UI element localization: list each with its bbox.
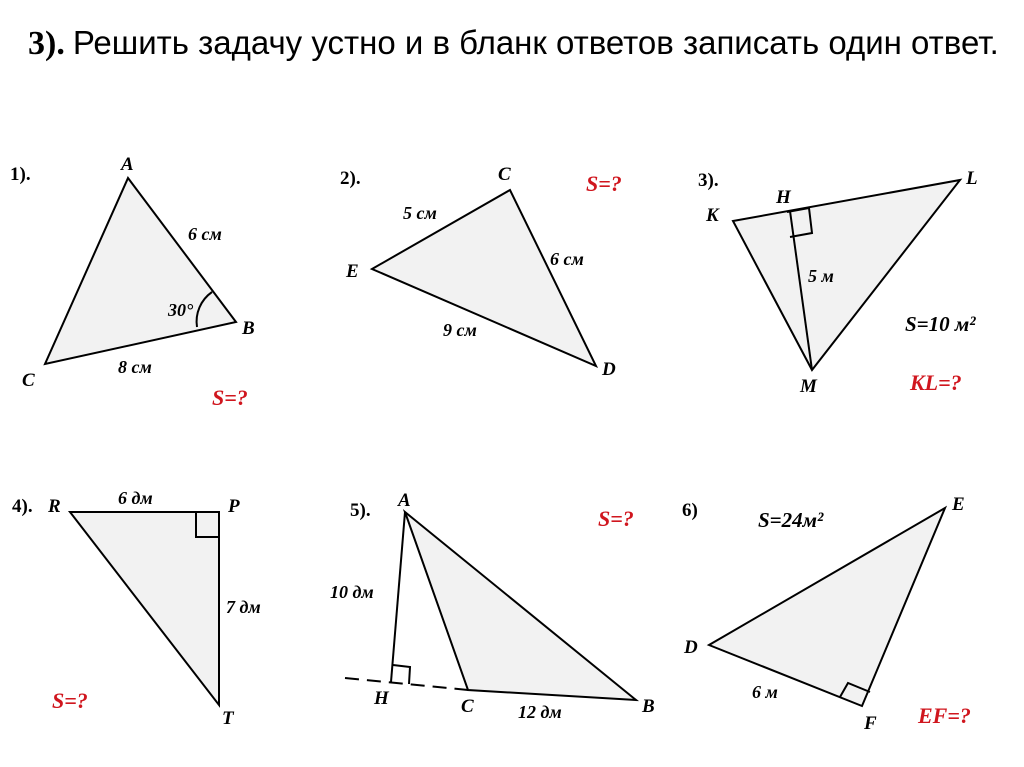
height-length: 10 дм — [330, 582, 374, 602]
side-rp-length: 6 дм — [118, 488, 153, 508]
problem-6-number: 6) — [682, 500, 698, 521]
vertex-b: B — [242, 318, 255, 339]
vertex-m: M — [800, 376, 817, 397]
vertex-c: C — [498, 164, 511, 185]
side-ab-length: 6 см — [188, 224, 222, 244]
triangle-rpt — [70, 512, 219, 705]
vertex-d: D — [684, 637, 698, 658]
problem-3-number: 3). — [698, 170, 719, 191]
vertex-k: K — [706, 205, 719, 226]
problem-5-question: S=? — [598, 506, 634, 531]
problem-6 — [682, 494, 971, 734]
side-cd-length: 6 см — [550, 249, 584, 269]
vertex-f: F — [864, 713, 877, 734]
problem-3 — [698, 168, 978, 397]
height-ah — [391, 512, 405, 682]
extension-line — [345, 678, 468, 690]
vertex-e: E — [346, 261, 359, 282]
problem-3-question: KL=? — [910, 370, 962, 395]
problem-2-question: S=? — [586, 171, 622, 196]
vertex-h: H — [776, 187, 791, 208]
triangle-abc — [45, 178, 236, 364]
right-angle-h-mark — [393, 665, 410, 684]
given-area: S=24м² — [758, 508, 824, 532]
side-df-length: 6 м — [752, 682, 778, 702]
given-area: S=10 м² — [905, 312, 976, 336]
problem-4 — [12, 488, 261, 729]
vertex-d: D — [602, 359, 616, 380]
problem-2-number: 2). — [340, 168, 361, 189]
vertex-e: E — [952, 494, 965, 515]
problem-6-question: EF=? — [918, 703, 971, 728]
vertex-r: R — [48, 496, 61, 517]
problem-5-number: 5). — [350, 500, 371, 521]
vertex-a: A — [398, 490, 411, 511]
triangle-klm — [733, 180, 960, 370]
problem-2 — [340, 164, 622, 380]
side-bc-length: 8 см — [118, 357, 152, 377]
triangle-def — [709, 508, 945, 706]
height-length: 5 м — [808, 266, 834, 286]
problem-1 — [10, 154, 255, 410]
vertex-c: C — [461, 696, 474, 717]
vertex-a: A — [121, 154, 134, 175]
vertex-b: B — [642, 696, 655, 717]
vertex-p: P — [228, 496, 240, 517]
vertex-h: H — [374, 688, 389, 709]
vertex-l: L — [966, 168, 978, 189]
task-number: 3). — [28, 25, 65, 62]
problem-4-question: S=? — [52, 688, 88, 713]
triangle-acb — [405, 512, 636, 700]
side-ec-length: 5 см — [403, 203, 437, 223]
angle-b-value: 30° — [168, 300, 194, 320]
side-ed-length: 9 см — [443, 320, 477, 340]
problem-1-number: 1). — [10, 164, 31, 185]
side-cb-length: 12 дм — [518, 702, 562, 722]
problem-5 — [330, 490, 655, 722]
vertex-t: T — [222, 708, 234, 729]
task-text: Решить задачу устно и в бланк ответов записать один ответ. — [72, 24, 999, 61]
vertex-c: C — [22, 370, 35, 391]
problem-4-number: 4). — [12, 496, 33, 517]
problem-1-question: S=? — [212, 385, 248, 410]
side-pt-length: 7 дм — [226, 597, 261, 617]
